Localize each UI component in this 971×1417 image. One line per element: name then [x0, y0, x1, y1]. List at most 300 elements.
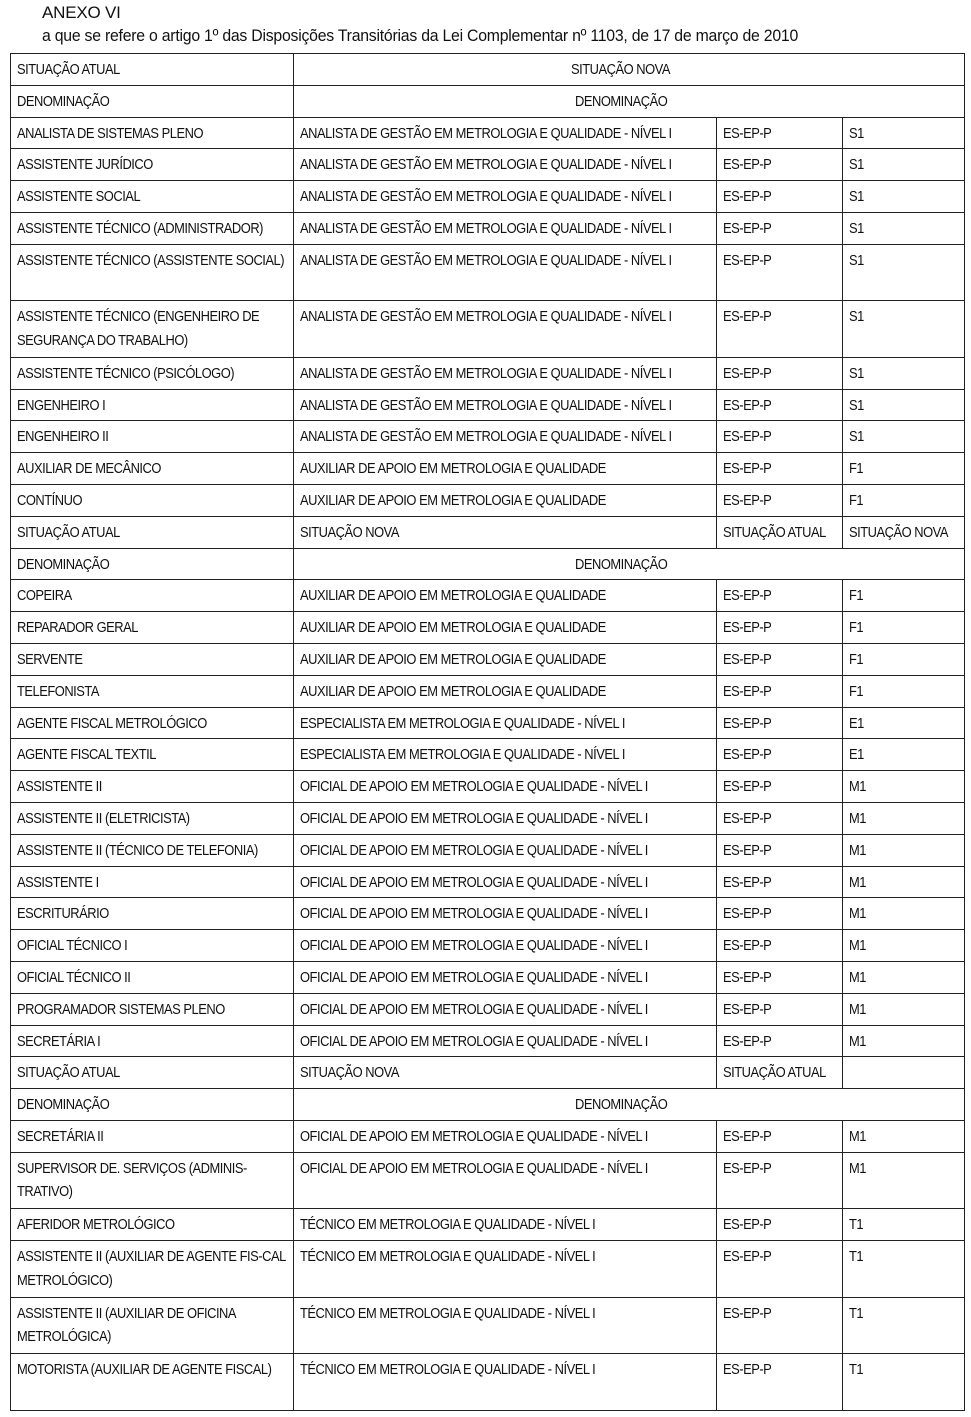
current-title-cell-text: PROGRAMADOR SISTEMAS PLENO [17, 1000, 225, 1018]
new-title-cell-text: AUXILIAR DE APOIO EM METROLOGIA E QUALIDADE [300, 682, 606, 700]
current-title-cell [11, 643, 294, 675]
table-row [11, 357, 965, 389]
table-row [11, 675, 965, 707]
new-title-cell [294, 301, 717, 358]
table-code-cell-text: ES-EP-P [723, 460, 772, 478]
table-code-cell [717, 357, 843, 389]
table-code-cell-text: ES-EP-P [723, 1127, 772, 1145]
new-title-cell-text: ANALISTA DE GESTÃO EM METROLOGIA E QUALIDADE - NÍVEL I [300, 308, 672, 326]
new-title-cell-text: AUXILIAR DE APOIO EM METROLOGIA E QUALIDADE [300, 619, 606, 637]
reference-level-cell [843, 898, 965, 930]
table-header-row [11, 1089, 965, 1121]
reference-level-cell-text: M1 [849, 778, 866, 796]
table-code-cell [717, 301, 843, 358]
table-row [11, 739, 965, 771]
annex-subtitle-text: a que se refere o artigo 1º das Disposições Transitórias da Lei Complementar nº 1103, de 17 de março de 2010 [42, 26, 799, 45]
current-title-cell [11, 453, 294, 485]
table-code-cell-text: ES-EP-P [723, 491, 772, 509]
new-situation-cell-text: DENOMINAÇÃO [575, 92, 668, 110]
current-title-cell-text: ENGENHEIRO I [17, 396, 106, 414]
new-title-cell-text: TÉCNICO EM METROLOGIA E QUALIDADE - NÍVEL I [300, 1304, 596, 1322]
current-situation-cell [11, 1089, 294, 1121]
table-header-row [11, 54, 965, 86]
new-title-cell-text: ANALISTA DE GESTÃO EM METROLOGIA E QUALIDADE - NÍVEL I [300, 396, 672, 414]
reference-level-cell [843, 149, 965, 181]
new-title-cell [294, 675, 717, 707]
table-code-cell [717, 1354, 843, 1411]
current-title-cell [11, 181, 294, 213]
current-title-cell-text: ASSISTENTE II (AUXILIAR DE AGENTE FIS-CAL METROLÓGICO) [17, 1248, 286, 1289]
table-row [11, 117, 965, 149]
table-code-cell-text: ES-EP-P [723, 937, 772, 955]
table-row [11, 421, 965, 453]
table-row [11, 1241, 965, 1298]
table-code-cell [717, 117, 843, 149]
table-code-cell-text: ES-EP-P [723, 251, 772, 269]
current-title-cell-text: ESCRITURÁRIO [17, 905, 109, 923]
annex-subtitle [42, 24, 962, 48]
new-title-cell-text: OFICIAL DE APOIO EM METROLOGIA E QUALIDADE - NÍVEL I [300, 1159, 648, 1177]
new-title-cell [294, 149, 717, 181]
table-row [11, 961, 965, 993]
reference-level-cell [843, 1120, 965, 1152]
reference-level-cell-text: SITUAÇÃO NOVA [849, 523, 948, 541]
current-situation-cell [11, 85, 294, 117]
reference-level-cell-text: F1 [849, 460, 864, 478]
reference-level-cell [843, 930, 965, 962]
current-title-cell-text: ASSISTENTE II (ELETRICISTA) [17, 809, 190, 827]
reference-level-cell-text: M1 [849, 1000, 866, 1018]
table-row [11, 643, 965, 675]
reference-level-cell [843, 707, 965, 739]
current-title-cell-text: ASSISTENTE II (AUXILIAR DE OFICINA METROLÓGICA) [17, 1304, 236, 1345]
new-title-cell [294, 1120, 717, 1152]
new-title-cell-text: TÉCNICO EM METROLOGIA E QUALIDADE - NÍVEL I [300, 1216, 596, 1234]
table-row [11, 516, 965, 548]
current-title-cell [11, 1057, 294, 1089]
table-header-row [11, 85, 965, 117]
reference-level-cell-text: F1 [849, 619, 864, 637]
current-title-cell-text: AFERIDOR METROLÓGICO [17, 1216, 175, 1234]
reference-level-cell-text: E1 [849, 714, 864, 732]
current-title-cell-text: OFICIAL TÉCNICO II [17, 968, 131, 986]
table-code-cell-text: ES-EP-P [723, 650, 772, 668]
new-situation-cell [294, 54, 965, 86]
table-code-cell-text: ES-EP-P [723, 1361, 772, 1378]
table-code-cell [717, 389, 843, 421]
reference-level-cell [843, 675, 965, 707]
table-row [11, 212, 965, 244]
new-title-cell [294, 1057, 717, 1089]
current-title-cell-text: SECRETÁRIA I [17, 1032, 101, 1050]
reference-level-cell-text: F1 [849, 587, 864, 605]
reference-level-cell [843, 244, 965, 301]
current-title-cell [11, 149, 294, 181]
table-code-cell-text: ES-EP-P [723, 746, 772, 764]
table-row [11, 1354, 965, 1411]
current-title-cell-text: ASSISTENTE JURÍDICO [17, 156, 153, 174]
reference-level-cell-text: F1 [849, 491, 864, 509]
new-title-cell [294, 961, 717, 993]
reference-level-cell [843, 301, 965, 358]
current-title-cell-text: ASSISTENTE II (TÉCNICO DE TELEFONIA) [17, 841, 258, 859]
table-code-cell-text: ES-EP-P [723, 1159, 772, 1177]
table-code-cell-text: ES-EP-P [723, 619, 772, 637]
new-title-cell-text: TÉCNICO EM METROLOGIA E QUALIDADE - NÍVEL I [300, 1361, 596, 1378]
reference-level-cell [843, 580, 965, 612]
new-title-cell [294, 643, 717, 675]
new-title-cell [294, 1241, 717, 1298]
table-code-cell-text: ES-EP-P [723, 188, 772, 206]
reference-level-cell [843, 1057, 965, 1089]
new-title-cell-text: TÉCNICO EM METROLOGIA E QUALIDADE - NÍVEL I [300, 1248, 596, 1265]
new-situation-cell [294, 85, 965, 117]
table-code-cell-text: ES-EP-P [723, 1000, 772, 1018]
reference-level-cell [843, 484, 965, 516]
current-title-cell-text: SERVENTE [17, 650, 83, 668]
table-code-cell [717, 1297, 843, 1354]
current-title-cell-text: AGENTE FISCAL TEXTIL [17, 746, 156, 764]
reference-level-cell [843, 1241, 965, 1298]
new-title-cell [294, 834, 717, 866]
new-title-cell-text: ANALISTA DE GESTÃO EM METROLOGIA E QUALIDADE - NÍVEL I [300, 219, 672, 237]
current-situation-cell [11, 54, 294, 86]
current-title-cell-text: ASSISTENTE TÉCNICO (PSICÓLOGO) [17, 364, 235, 382]
current-title-cell [11, 580, 294, 612]
current-title-cell-text: SITUAÇÃO ATUAL [17, 523, 120, 541]
reference-level-cell-text: S1 [849, 251, 864, 269]
table-row [11, 580, 965, 612]
reference-level-cell [843, 802, 965, 834]
table-row [11, 1297, 965, 1354]
new-title-cell [294, 1297, 717, 1354]
current-title-cell [11, 1241, 294, 1298]
reference-level-cell [843, 181, 965, 213]
reference-level-cell [843, 212, 965, 244]
table-row [11, 993, 965, 1025]
table-code-cell-text: SITUAÇÃO ATUAL [723, 1064, 826, 1082]
current-title-cell [11, 1354, 294, 1411]
current-title-cell [11, 301, 294, 358]
reference-level-cell-text: F1 [849, 650, 864, 668]
reference-level-cell-text: S1 [849, 308, 864, 326]
table-row [11, 1025, 965, 1057]
annex-table [10, 53, 965, 1411]
new-title-cell-text: SITUAÇÃO NOVA [300, 1064, 399, 1082]
table-code-cell [717, 1057, 843, 1089]
reference-level-cell-text: S1 [849, 219, 864, 237]
table-code-cell-text: SITUAÇÃO ATUAL [723, 523, 826, 541]
table-code-cell [717, 516, 843, 548]
new-title-cell [294, 993, 717, 1025]
current-title-cell [11, 675, 294, 707]
current-title-cell [11, 1152, 294, 1209]
table-code-cell-text: ES-EP-P [723, 841, 772, 859]
new-situation-cell-text: DENOMINAÇÃO [575, 1096, 668, 1114]
current-title-cell-text: CONTÍNUO [17, 491, 83, 509]
new-title-cell [294, 612, 717, 644]
table-row [11, 771, 965, 803]
current-title-cell [11, 612, 294, 644]
new-title-cell [294, 898, 717, 930]
current-title-cell [11, 1209, 294, 1241]
reference-level-cell-text: M1 [849, 841, 866, 859]
new-title-cell-text: OFICIAL DE APOIO EM METROLOGIA E QUALIDADE - NÍVEL I [300, 841, 648, 859]
reference-level-cell [843, 117, 965, 149]
document-header [42, 2, 962, 48]
reference-level-cell [843, 739, 965, 771]
reference-level-cell-text: T1 [849, 1304, 864, 1322]
current-title-cell [11, 771, 294, 803]
table-row [11, 181, 965, 213]
current-title-cell-text: ANALISTA DE SISTEMAS PLENO [17, 124, 204, 142]
table-row [11, 866, 965, 898]
new-title-cell-text: OFICIAL DE APOIO EM METROLOGIA E QUALIDADE - NÍVEL I [300, 809, 648, 827]
table-code-cell [717, 802, 843, 834]
current-title-cell [11, 389, 294, 421]
reference-level-cell-text: S1 [849, 364, 864, 382]
reference-level-cell [843, 357, 965, 389]
new-title-cell [294, 453, 717, 485]
table-row [11, 1057, 965, 1089]
new-title-cell [294, 421, 717, 453]
new-title-cell-text: AUXILIAR DE APOIO EM METROLOGIA E QUALIDADE [300, 650, 606, 668]
current-title-cell [11, 1297, 294, 1354]
current-title-cell [11, 421, 294, 453]
new-title-cell [294, 707, 717, 739]
table-code-cell [717, 1241, 843, 1298]
current-situation-cell-text: DENOMINAÇÃO [17, 555, 110, 573]
table-row [11, 244, 965, 301]
table-code-cell [717, 771, 843, 803]
table-code-cell-text: ES-EP-P [723, 873, 772, 891]
table-code-cell [717, 181, 843, 213]
reference-level-cell [843, 771, 965, 803]
new-title-cell [294, 1152, 717, 1209]
reference-level-cell [843, 993, 965, 1025]
table-code-cell-text: ES-EP-P [723, 968, 772, 986]
table-code-cell-text: ES-EP-P [723, 905, 772, 923]
table-code-cell [717, 244, 843, 301]
new-title-cell [294, 1354, 717, 1411]
current-situation-cell-text: SITUAÇÃO ATUAL [17, 61, 120, 78]
current-title-cell [11, 961, 294, 993]
new-title-cell [294, 930, 717, 962]
table-code-cell [717, 1209, 843, 1241]
new-situation-cell [294, 1089, 965, 1121]
reference-level-cell-text: M1 [849, 1127, 866, 1145]
reference-level-cell [843, 453, 965, 485]
table-code-cell [717, 993, 843, 1025]
table-code-cell [717, 675, 843, 707]
current-title-cell-text: ASSISTENTE TÉCNICO (ENGENHEIRO DE SEGURANÇA DO TRABALHO) [17, 308, 260, 349]
table-code-cell [717, 212, 843, 244]
new-title-cell [294, 516, 717, 548]
current-title-cell-text: COPEIRA [17, 587, 72, 605]
current-title-cell [11, 993, 294, 1025]
table-code-cell-text: ES-EP-P [723, 682, 772, 700]
table-code-cell-text: ES-EP-P [723, 428, 772, 446]
current-title-cell [11, 930, 294, 962]
table-code-cell [717, 643, 843, 675]
table-row [11, 1209, 965, 1241]
current-title-cell-text: TELEFONISTA [17, 682, 100, 700]
table-row [11, 484, 965, 516]
reference-level-cell-text: S1 [849, 428, 864, 446]
current-situation-cell-text: DENOMINAÇÃO [17, 92, 110, 110]
current-title-cell [11, 117, 294, 149]
current-title-cell [11, 834, 294, 866]
reference-level-cell [843, 961, 965, 993]
table-code-cell [717, 421, 843, 453]
current-title-cell-text: MOTORISTA (AUXILIAR DE AGENTE FISCAL) [17, 1361, 272, 1378]
new-title-cell-text: ESPECIALISTA EM METROLOGIA E QUALIDADE - NÍVEL I [300, 714, 625, 732]
new-title-cell-text: OFICIAL DE APOIO EM METROLOGIA E QUALIDADE - NÍVEL I [300, 937, 648, 955]
table-code-cell [717, 580, 843, 612]
new-title-cell [294, 389, 717, 421]
table-code-cell [717, 866, 843, 898]
annex-table-body [11, 54, 965, 1411]
reference-level-cell [843, 1025, 965, 1057]
current-title-cell [11, 516, 294, 548]
current-title-cell-text: SUPERVISOR DE. SERVIÇOS (ADMINIS-TRATIVO) [17, 1159, 247, 1201]
annex-title: ANEXO VI [42, 3, 121, 22]
reference-level-cell [843, 612, 965, 644]
reference-level-cell-text: S1 [849, 188, 864, 206]
current-title-cell-text: ASSISTENTE SOCIAL [17, 188, 141, 206]
reference-level-cell-text: S1 [849, 124, 864, 142]
current-title-cell-text: ASSISTENTE II [17, 778, 102, 796]
table-row [11, 1152, 965, 1209]
table-code-cell-text: ES-EP-P [723, 124, 772, 142]
current-title-cell [11, 1120, 294, 1152]
table-row [11, 707, 965, 739]
current-title-cell [11, 357, 294, 389]
table-row [11, 612, 965, 644]
table-code-cell-text: ES-EP-P [723, 308, 772, 326]
table-code-cell-text: ES-EP-P [723, 1216, 772, 1234]
table-code-cell-text: ES-EP-P [723, 587, 772, 605]
table-row [11, 149, 965, 181]
current-title-cell [11, 244, 294, 301]
new-title-cell-text: ANALISTA DE GESTÃO EM METROLOGIA E QUALIDADE - NÍVEL I [300, 364, 672, 382]
reference-level-cell-text: F1 [849, 682, 864, 700]
table-header-row [11, 548, 965, 580]
table-code-cell [717, 961, 843, 993]
new-title-cell [294, 802, 717, 834]
new-title-cell-text: OFICIAL DE APOIO EM METROLOGIA E QUALIDADE - NÍVEL I [300, 968, 648, 986]
new-title-cell-text: OFICIAL DE APOIO EM METROLOGIA E QUALIDADE - NÍVEL I [300, 873, 648, 891]
new-title-cell-text: AUXILIAR DE APOIO EM METROLOGIA E QUALIDADE [300, 587, 606, 605]
reference-level-cell-text: M1 [849, 1032, 866, 1050]
table-code-cell-text: ES-EP-P [723, 1032, 772, 1050]
new-situation-cell [294, 548, 965, 580]
reference-level-cell [843, 834, 965, 866]
table-row [11, 453, 965, 485]
reference-level-cell-text: S1 [849, 156, 864, 174]
current-title-cell-text: SECRETÁRIA II [17, 1127, 104, 1145]
table-code-cell [717, 1025, 843, 1057]
reference-level-cell [843, 1152, 965, 1209]
reference-level-cell-text: S1 [849, 396, 864, 414]
current-title-cell-text: ASSISTENTE TÉCNICO (ASSISTENTE SOCIAL) [17, 251, 285, 269]
reference-level-cell-text: T1 [849, 1248, 864, 1265]
new-title-cell-text: ANALISTA DE GESTÃO EM METROLOGIA E QUALIDADE - NÍVEL I [300, 428, 672, 446]
table-code-cell [717, 739, 843, 771]
new-title-cell-text: OFICIAL DE APOIO EM METROLOGIA E QUALIDADE - NÍVEL I [300, 1032, 648, 1050]
table-code-cell-text: ES-EP-P [723, 364, 772, 382]
reference-level-cell [843, 1209, 965, 1241]
new-title-cell [294, 484, 717, 516]
table-row [11, 301, 965, 358]
reference-level-cell-text: E1 [849, 746, 864, 764]
reference-level-cell-text: M1 [849, 968, 866, 986]
current-title-cell-text: SITUAÇÃO ATUAL [17, 1064, 120, 1082]
current-title-cell [11, 212, 294, 244]
reference-level-cell-text: M1 [849, 937, 866, 955]
new-title-cell-text: AUXILIAR DE APOIO EM METROLOGIA E QUALIDADE [300, 491, 606, 509]
new-title-cell-text: ESPECIALISTA EM METROLOGIA E QUALIDADE - NÍVEL I [300, 746, 625, 764]
current-title-cell-text: REPARADOR GERAL [17, 619, 138, 637]
reference-level-cell [843, 1354, 965, 1411]
current-title-cell [11, 707, 294, 739]
table-code-cell [717, 834, 843, 866]
reference-level-cell-text: T1 [849, 1361, 864, 1378]
table-code-cell-text: ES-EP-P [723, 778, 772, 796]
current-title-cell-text: ASSISTENTE TÉCNICO (ADMINISTRADOR) [17, 219, 264, 237]
table-code-cell [717, 1152, 843, 1209]
reference-level-cell [843, 516, 965, 548]
current-title-cell [11, 802, 294, 834]
table-code-cell [717, 612, 843, 644]
table-row [11, 1120, 965, 1152]
reference-level-cell-text: M1 [849, 1159, 866, 1177]
reference-level-cell-text: T1 [849, 1216, 864, 1234]
table-row [11, 389, 965, 421]
reference-level-cell-text: M1 [849, 873, 866, 891]
reference-level-cell [843, 643, 965, 675]
new-title-cell [294, 212, 717, 244]
current-title-cell [11, 1025, 294, 1057]
current-title-cell [11, 484, 294, 516]
new-title-cell-text: AUXILIAR DE APOIO EM METROLOGIA E QUALIDADE [300, 460, 606, 478]
new-title-cell [294, 1209, 717, 1241]
current-title-cell-text: AGENTE FISCAL METROLÓGICO [17, 714, 207, 732]
new-title-cell-text: ANALISTA DE GESTÃO EM METROLOGIA E QUALIDADE - NÍVEL I [300, 188, 672, 206]
new-title-cell-text: SITUAÇÃO NOVA [300, 523, 399, 541]
table-code-cell [717, 453, 843, 485]
current-title-cell [11, 866, 294, 898]
table-code-cell [717, 707, 843, 739]
reference-level-cell-text: M1 [849, 809, 866, 827]
new-title-cell-text: OFICIAL DE APOIO EM METROLOGIA E QUALIDADE - NÍVEL I [300, 905, 648, 923]
current-title-cell-text: AUXILIAR DE MECÂNICO [17, 460, 161, 478]
new-title-cell [294, 866, 717, 898]
table-code-cell-text: ES-EP-P [723, 219, 772, 237]
current-title-cell-text: ENGENHEIRO II [17, 428, 109, 446]
table-code-cell-text: ES-EP-P [723, 396, 772, 414]
table-code-cell-text: ES-EP-P [723, 1304, 772, 1322]
new-situation-cell-text: DENOMINAÇÃO [575, 555, 668, 573]
table-code-cell [717, 930, 843, 962]
new-title-cell-text: ANALISTA DE GESTÃO EM METROLOGIA E QUALIDADE - NÍVEL I [300, 124, 672, 142]
reference-level-cell [843, 389, 965, 421]
new-title-cell [294, 739, 717, 771]
new-title-cell [294, 357, 717, 389]
table-code-cell [717, 1120, 843, 1152]
table-code-cell-text: ES-EP-P [723, 1248, 772, 1265]
new-title-cell [294, 181, 717, 213]
